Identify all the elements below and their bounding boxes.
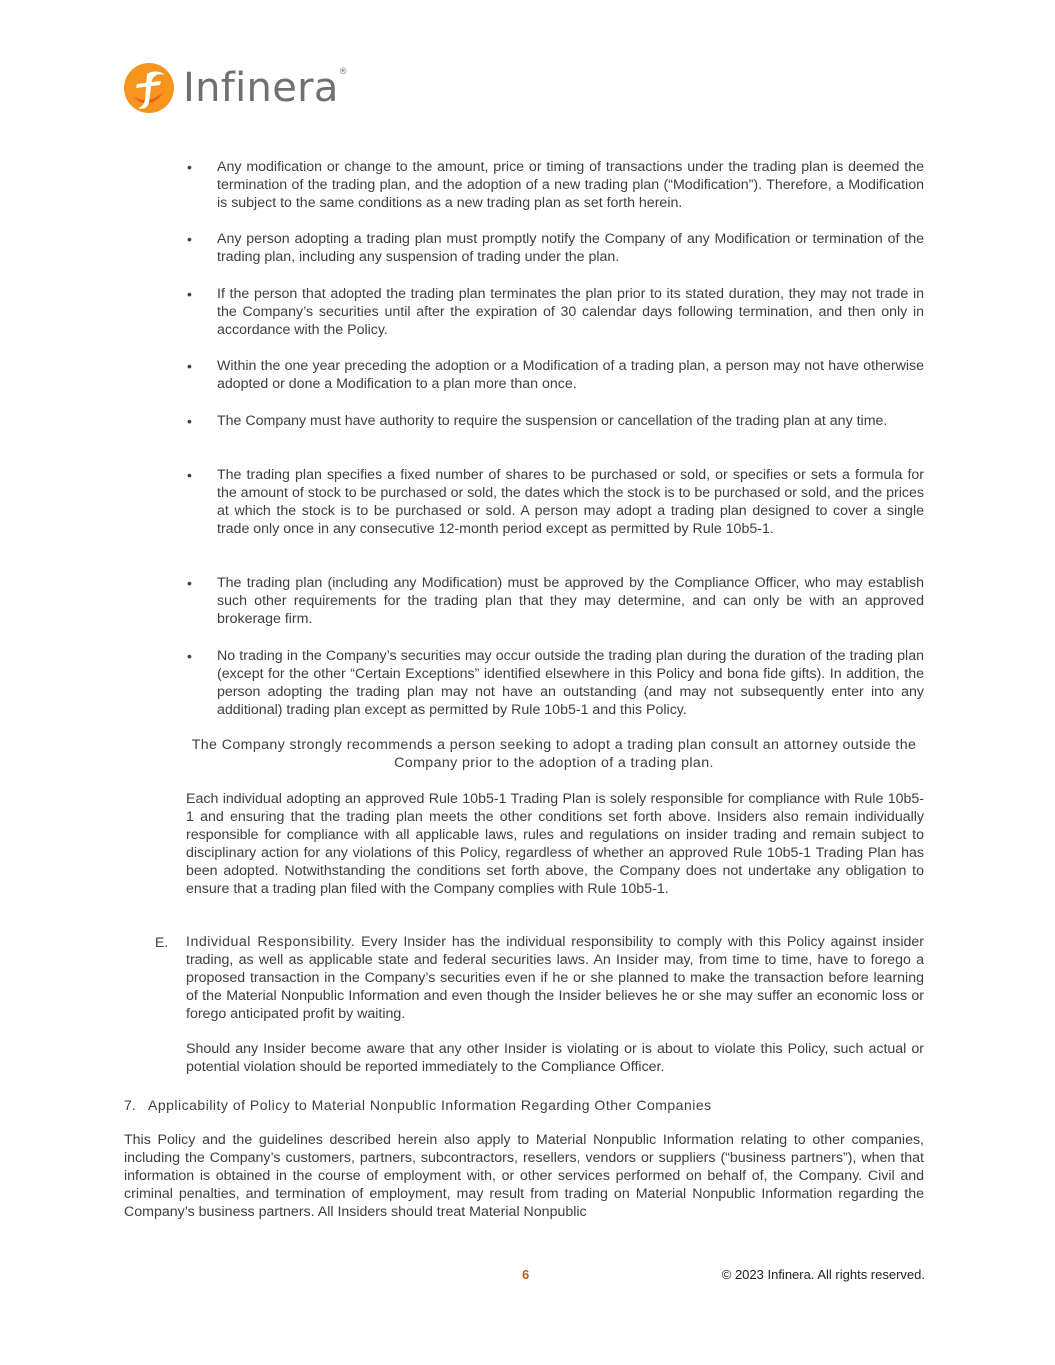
list-item: Within the one year preceding the adoption or a Modification of a trading plan, a person may not have otherwise adopted or done a Modification to a plan more than once. [217, 358, 924, 392]
list-item: The trading plan (including any Modification) must be approved by the Compliance Officer, who may establish such other requirements for the trading plan that they may determine, and can only be with an approved brokerage firm. [217, 575, 924, 627]
bullet-marker: • [187, 467, 192, 483]
bullet-marker: • [187, 286, 192, 302]
bullet-marker: • [187, 358, 192, 374]
bullet-marker: • [187, 413, 192, 429]
section-e-label: E. [155, 934, 169, 950]
section-e-paragraph [186, 933, 924, 1023]
bullet-marker: • [187, 575, 192, 591]
company-logo [123, 60, 348, 116]
list-item: If the person that adopted the trading plan terminates the plan prior to its stated duration, they may not trade in the Company’s securities until after the expiration of 30 calendar days following termination, and then only in accordance with the Policy. [217, 286, 924, 338]
recommendation-note: The Company strongly recommends a person seeking to adopt a trading plan consult an attorney outside the Company prior to the adoption of a trading plan. [191, 737, 917, 771]
section-7-paragraph: This Policy and the guidelines described herein also apply to Material Nonpublic Information relating to other companies, including the Company’s customers, partners, subcontractors, resellers, vendors or suppliers (“business partners”), when that information is obtained in the course of employment with, or other services performed on behalf of, the Company. Civil and criminal penalties, and termination of employment, may result from trading on Material Nonpublic Information regarding the Company’s business partners. All Insiders should treat Material Nonpublic [124, 1132, 924, 1220]
list-item: No trading in the Company’s securities may occur outside the trading plan during the duration of the trading plan (except for the other “Certain Exceptions” identified elsewhere in this Policy and bona fide gifts). In addition, the person adopting the trading plan may not have an outstanding (and may not subsequently enter into any additional) trading plan except as permitted by Rule 10b5-1 and this Policy. [217, 648, 924, 718]
infinera-logo-icon [123, 62, 175, 114]
list-item: Any modification or change to the amount, price or timing of transactions under the trading plan is deemed the termination of the trading plan, and the adoption of a new trading plan (“Modification”). Therefore, a Modification is subject to the same conditions as a new trading plan as set forth herein. [217, 159, 924, 211]
page-number: 6 [522, 1267, 530, 1282]
section-e-text: Every Insider has the individual responsibility to comply with this Policy against insider trading, as well as applicable state and federal securities laws. An Insider may, from time to time, have to forego a proposed transaction in the Company’s securities even if he or she planned to make the transaction before learning of the Material Nonpublic Information and even though the Insider believes he or she may suffer an economic loss or forego anticipated profit by waiting. [186, 934, 924, 1022]
section-7-number: 7. [124, 1097, 136, 1113]
section-e-heading: Individual Responsibility. [186, 934, 356, 950]
logo-wordmark: Infinera® [183, 65, 348, 111]
bullet-marker: • [187, 159, 192, 175]
list-item: The Company must have authority to require the suspension or cancellation of the trading plan at any time. [217, 413, 888, 429]
section-e-followup: Should any Insider become aware that any other Insider is violating or is about to violate this Policy, such actual or potential violation should be reported immediately to the Compliance Officer. [186, 1041, 924, 1075]
bullet-marker: • [187, 648, 192, 664]
bullet-marker: • [187, 231, 192, 247]
list-item: The trading plan specifies a fixed number of shares to be purchased or sold, or specifies or sets a formula for the amount of stock to be purchased or sold, the dates which the stock is to be purchased or sold, and the prices at which the stock is to be purchased or sold. A person may adopt a trading plan designed to cover a single trade only once in any consecutive 12-month period except as permitted by Rule 10b5-1. [217, 467, 924, 537]
copyright-notice: © 2023 Infinera. All rights reserved. [721, 1267, 925, 1282]
responsibility-paragraph: Each individual adopting an approved Rule 10b5-1 Trading Plan is solely responsible for compliance with Rule 10b5-1 and ensuring that the trading plan meets the other conditions set forth above. Insiders also remain individually responsible for compliance with all applicable laws, rules and regulations on insider trading and remain subject to disciplinary action for any violations of this Policy, regardless of whether an approved Rule 10b5-1 Trading Plan has been adopted. Notwithstanding the conditions set forth above, the Company does not undertake any obligation to ensure that a trading plan filed with the Company complies with Rule 10b5-1. [186, 791, 924, 897]
section-7-heading: Applicability of Policy to Material Nonpublic Information Regarding Other Companies [148, 1097, 712, 1113]
list-item: Any person adopting a trading plan must promptly notify the Company of any Modification or termination of the trading plan, including any suspension of trading under the plan. [217, 231, 924, 265]
